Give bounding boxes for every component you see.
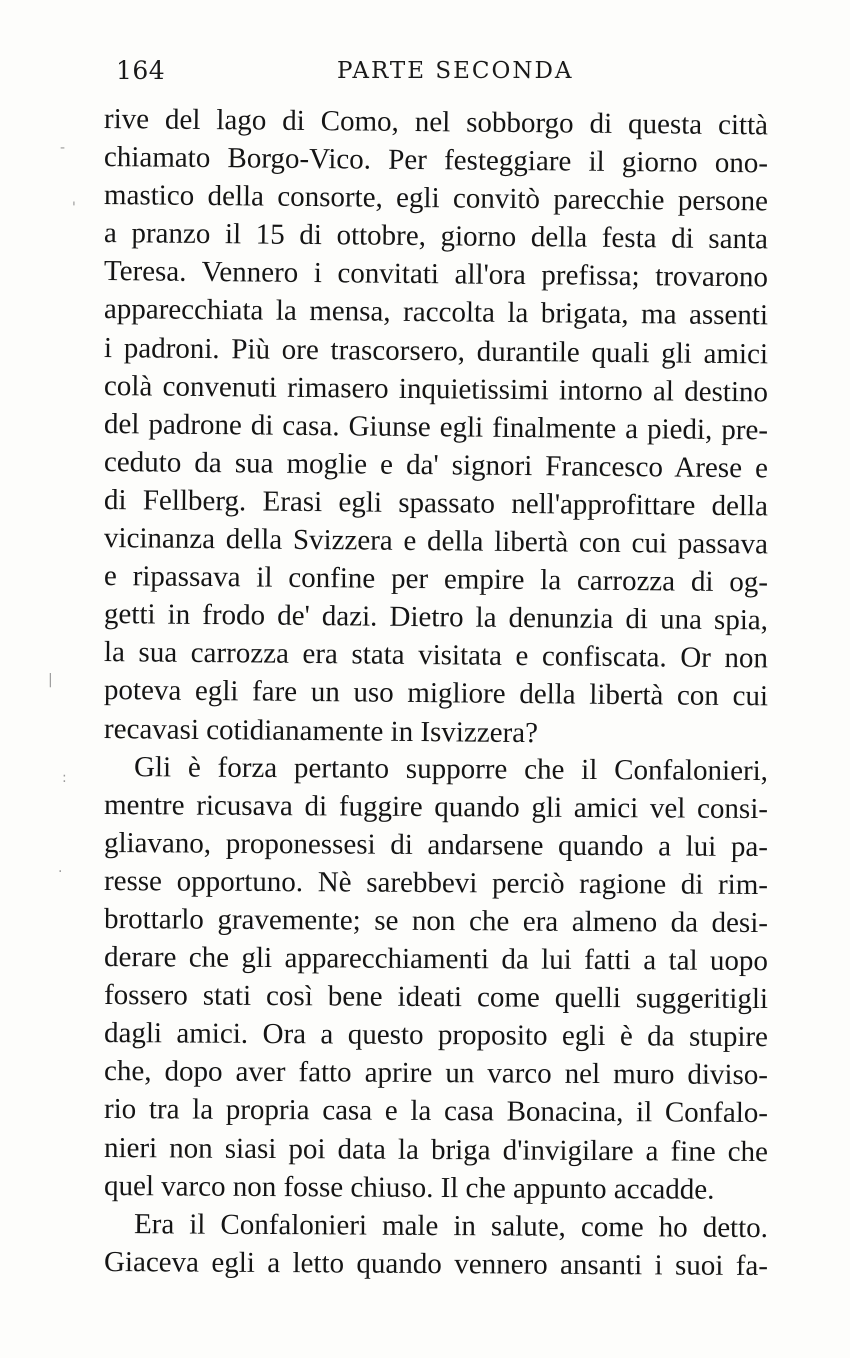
text-line: rive del lago di Como, nel sobborgo di questa città (103, 103, 769, 142)
text-line: recavasi cotidianamente in Isvizzera? (103, 712, 539, 749)
text-line: a pranzo il 15 di ottobre, giorno della festa di santa (103, 217, 769, 256)
text-line: mentre ricusava di fuggire quando gli amici vel consi- (103, 788, 769, 825)
text-line: fossero stati così bene ideati come quelli suggeritigli (103, 979, 769, 1016)
text-line: Gli è forza pertanto supporre che il Confalonieri, (133, 750, 769, 787)
text-line: dagli amici. Ora a questo proposito egli è da stupire (103, 1017, 769, 1054)
scan-speck: ' (72, 200, 76, 216)
text-line: derare che gli apparecchiamenti da lui fatti a tal uopo (103, 941, 769, 978)
text-line: la sua carrozza era stata visitata e confiscata. Or non (103, 636, 769, 675)
text-line: nieri non siasi poi data la briga d'invigilare a fine che (103, 1131, 769, 1168)
text-line: i padroni. Più ore trascorsero, durantile quali gli amici (103, 331, 769, 370)
scan-speck: | (48, 672, 53, 688)
text-line: e ripassava il confine per empire la carrozza di og- (103, 560, 769, 599)
text-line: getti in frodo de' dazi. Dietro la denunzia di una spia, (103, 598, 769, 637)
text-line: del padrone di casa. Giunse egli finalmente a piedi, pre- (103, 407, 769, 447)
text-line: colà convenuti rimasero inquietissimi intorno al destino (103, 369, 769, 409)
text-line: mastico della consorte, egli convitò parecchie persone (103, 179, 769, 218)
text-line: Teresa. Vennero i convitati all'ora prefissa; trovarono (103, 255, 769, 294)
text-line: poteva egli fare un uso migliore della libertà con cui (103, 674, 769, 713)
text-line: gliavano, proponessesi di andarsene quando a lui pa- (103, 826, 769, 863)
text-line: Era il Confalonieri male in salute, come ho detto. (133, 1207, 769, 1244)
body-text (104, 100, 768, 1281)
text-line: di Fellberg. Erasi egli spassato nell'approfittare della (103, 483, 769, 523)
text-line: brottarlo gravemente; se non che era almeno da desi- (103, 902, 769, 940)
text-line: ceduto da sua moglie e da' signori Francesco Arese e (103, 445, 769, 485)
page-number: 164 (116, 56, 166, 85)
page-header (112, 56, 772, 92)
text-line: Giaceva egli a letto quando vennero ansanti i suoi fa- (103, 1245, 769, 1282)
text-line: apparecchiata la mensa, raccolta la brigata, ma assenti (103, 293, 769, 332)
text-line: resse opportuno. Nè sarebbevi perciò ragione di rim- (103, 864, 769, 901)
scan-speck: . (58, 860, 63, 876)
text-line: che, dopo aver fatto aprire un varco nel muro diviso- (103, 1055, 769, 1092)
scan-speck: : (62, 770, 67, 786)
text-line: rio tra la propria casa e la casa Bonacina, il Confalo- (103, 1093, 769, 1130)
text-line: vicinanza della Svizzera e della libertà con cui passava (103, 522, 769, 561)
text-line: chiamato Borgo-Vico. Per festeggiare il giorno ono- (103, 141, 769, 180)
text-line: quel varco non fosse chiuso. Il che appunto accadde. (103, 1169, 715, 1206)
running-head: PARTE SECONDA (337, 58, 574, 84)
scan-speck: - (60, 140, 66, 156)
